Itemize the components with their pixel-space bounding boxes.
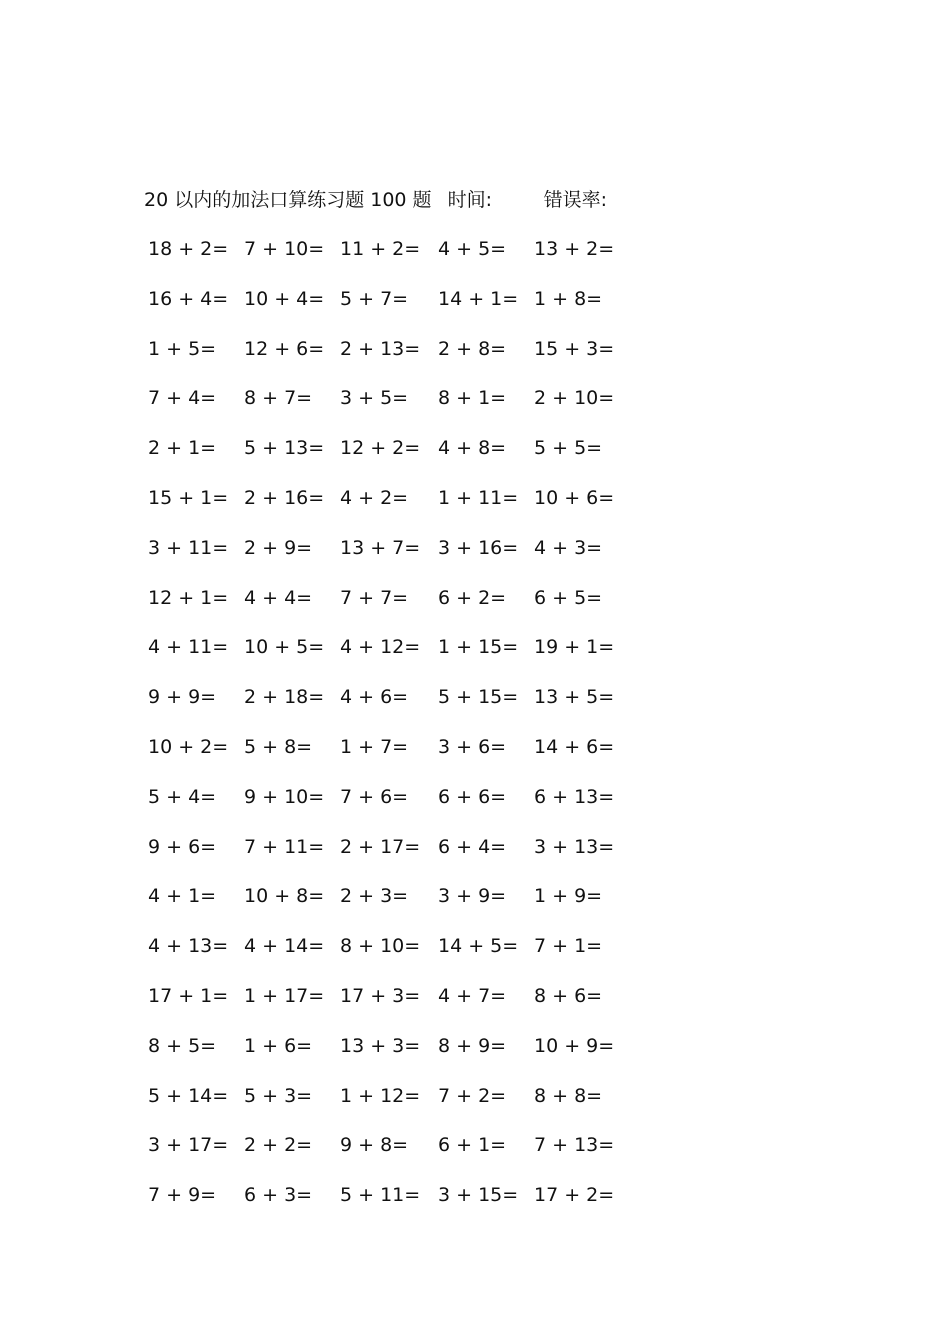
problem-row bbox=[144, 682, 644, 732]
problem-item: 2 + 13= bbox=[340, 337, 421, 360]
problem-item: 3 + 11= bbox=[148, 536, 229, 559]
problem-item: 12 + 1= bbox=[148, 586, 229, 609]
problem-item: 8 + 10= bbox=[340, 935, 421, 958]
problem-item: 12 + 2= bbox=[340, 437, 421, 460]
problem-row bbox=[144, 1180, 644, 1230]
problem-item: 4 + 12= bbox=[340, 636, 421, 659]
problem-row bbox=[144, 533, 644, 583]
problem-item: 5 + 11= bbox=[340, 1184, 421, 1207]
problem-item: 4 + 14= bbox=[244, 935, 325, 958]
problem-item: 7 + 4= bbox=[148, 387, 217, 410]
problem-item: 14 + 5= bbox=[438, 935, 519, 958]
problem-grid bbox=[144, 234, 644, 1230]
problem-item: 8 + 9= bbox=[438, 1034, 507, 1057]
problem-row bbox=[144, 1130, 644, 1180]
problem-row bbox=[144, 433, 644, 483]
problem-item: 2 + 1= bbox=[148, 437, 217, 460]
problem-item: 1 + 15= bbox=[438, 636, 519, 659]
problem-item: 10 + 4= bbox=[244, 287, 325, 310]
problem-item: 10 + 5= bbox=[244, 636, 325, 659]
time-label: 时间: bbox=[447, 189, 493, 211]
problem-item: 4 + 5= bbox=[438, 238, 507, 260]
problem-item: 3 + 9= bbox=[438, 885, 507, 908]
problem-row bbox=[144, 334, 644, 384]
problem-item: 5 + 14= bbox=[148, 1084, 229, 1107]
problem-item: 7 + 6= bbox=[340, 785, 409, 808]
problem-item: 10 + 8= bbox=[244, 885, 325, 908]
problem-item: 2 + 10= bbox=[534, 387, 615, 410]
problem-row bbox=[144, 931, 644, 981]
problem-item: 6 + 4= bbox=[438, 835, 507, 858]
problem-item: 8 + 6= bbox=[534, 984, 603, 1007]
problem-item: 9 + 9= bbox=[148, 686, 217, 709]
problem-item: 4 + 3= bbox=[534, 536, 603, 559]
problem-item: 10 + 6= bbox=[534, 486, 615, 509]
problem-item: 13 + 2= bbox=[534, 238, 615, 260]
problem-item: 6 + 6= bbox=[438, 785, 507, 808]
problem-item: 2 + 17= bbox=[340, 835, 421, 858]
problem-item: 5 + 15= bbox=[438, 686, 519, 709]
problem-row bbox=[144, 981, 644, 1031]
problem-item: 11 + 2= bbox=[340, 238, 421, 260]
problem-item: 13 + 3= bbox=[340, 1034, 421, 1057]
problem-item: 10 + 9= bbox=[534, 1034, 615, 1057]
problem-item: 1 + 8= bbox=[534, 287, 603, 310]
problem-row bbox=[144, 383, 644, 433]
problem-item: 1 + 7= bbox=[340, 735, 409, 758]
problem-row bbox=[144, 234, 644, 284]
problem-item: 4 + 13= bbox=[148, 935, 229, 958]
problem-item: 6 + 13= bbox=[534, 785, 615, 808]
problem-row bbox=[144, 782, 644, 832]
problem-item: 9 + 8= bbox=[340, 1134, 409, 1157]
problem-item: 7 + 1= bbox=[534, 935, 603, 958]
problem-item: 17 + 3= bbox=[340, 984, 421, 1007]
problem-item: 4 + 7= bbox=[438, 984, 507, 1007]
problem-item: 8 + 5= bbox=[148, 1034, 217, 1057]
problem-item: 2 + 9= bbox=[244, 536, 313, 559]
problem-item: 1 + 5= bbox=[148, 337, 217, 360]
problem-item: 9 + 10= bbox=[244, 785, 325, 808]
problem-item: 6 + 5= bbox=[534, 586, 603, 609]
problem-item: 14 + 6= bbox=[534, 735, 615, 758]
problem-item: 4 + 6= bbox=[340, 686, 409, 709]
problem-item: 3 + 17= bbox=[148, 1134, 229, 1157]
problem-item: 3 + 6= bbox=[438, 735, 507, 758]
problem-item: 7 + 2= bbox=[438, 1084, 507, 1107]
problem-item: 3 + 15= bbox=[438, 1184, 519, 1207]
problem-item: 4 + 11= bbox=[148, 636, 229, 659]
problem-item: 7 + 9= bbox=[148, 1184, 217, 1207]
problem-row bbox=[144, 483, 644, 533]
problem-item: 9 + 6= bbox=[148, 835, 217, 858]
problem-item: 5 + 8= bbox=[244, 735, 313, 758]
worksheet-header bbox=[144, 186, 607, 214]
problem-item: 1 + 12= bbox=[340, 1084, 421, 1107]
problem-item: 3 + 13= bbox=[534, 835, 615, 858]
problem-item: 4 + 4= bbox=[244, 586, 313, 609]
problem-item: 10 + 2= bbox=[148, 735, 229, 758]
problem-item: 3 + 5= bbox=[340, 387, 409, 410]
problem-item: 2 + 18= bbox=[244, 686, 325, 709]
problem-item: 5 + 5= bbox=[534, 437, 603, 460]
problem-item: 17 + 2= bbox=[534, 1184, 615, 1207]
problem-item: 8 + 1= bbox=[438, 387, 507, 410]
problem-item: 1 + 9= bbox=[534, 885, 603, 908]
problem-item: 17 + 1= bbox=[148, 984, 229, 1007]
problem-item: 6 + 1= bbox=[438, 1134, 507, 1157]
error-rate-label: 错误率: bbox=[543, 189, 608, 211]
problem-item: 5 + 13= bbox=[244, 437, 325, 460]
problem-row bbox=[144, 284, 644, 334]
problem-item: 13 + 5= bbox=[534, 686, 615, 709]
problem-row bbox=[144, 881, 644, 931]
problem-item: 16 + 4= bbox=[148, 287, 229, 310]
problem-item: 12 + 6= bbox=[244, 337, 325, 360]
problem-item: 19 + 1= bbox=[534, 636, 615, 659]
worksheet-title: 20 以内的加法口算练习题 100 题 bbox=[144, 189, 432, 211]
problem-item: 13 + 7= bbox=[340, 536, 421, 559]
problem-item: 2 + 16= bbox=[244, 486, 325, 509]
problem-item: 1 + 11= bbox=[438, 486, 519, 509]
problem-item: 8 + 7= bbox=[244, 387, 313, 410]
problem-row bbox=[144, 1081, 644, 1131]
problem-item: 1 + 6= bbox=[244, 1034, 313, 1057]
problem-item: 4 + 1= bbox=[148, 885, 217, 908]
problem-row bbox=[144, 632, 644, 682]
problem-item: 7 + 11= bbox=[244, 835, 325, 858]
problem-item: 7 + 7= bbox=[340, 586, 409, 609]
problem-item: 2 + 3= bbox=[340, 885, 409, 908]
problem-item: 3 + 16= bbox=[438, 536, 519, 559]
problem-row bbox=[144, 1031, 644, 1081]
problem-row bbox=[144, 583, 644, 633]
problem-item: 15 + 3= bbox=[534, 337, 615, 360]
problem-item: 15 + 1= bbox=[148, 486, 229, 509]
problem-item: 8 + 8= bbox=[534, 1084, 603, 1107]
problem-item: 6 + 2= bbox=[438, 586, 507, 609]
problem-item: 4 + 2= bbox=[340, 486, 409, 509]
problem-item: 5 + 4= bbox=[148, 785, 217, 808]
problem-item: 5 + 3= bbox=[244, 1084, 313, 1107]
problem-item: 6 + 3= bbox=[244, 1184, 313, 1207]
problem-item: 7 + 13= bbox=[534, 1134, 615, 1157]
problem-item: 1 + 17= bbox=[244, 984, 325, 1007]
problem-item: 14 + 1= bbox=[438, 287, 519, 310]
problem-item: 4 + 8= bbox=[438, 437, 507, 460]
problem-item: 7 + 10= bbox=[244, 238, 325, 260]
problem-row bbox=[144, 832, 644, 882]
problem-item: 2 + 2= bbox=[244, 1134, 313, 1157]
problem-item: 18 + 2= bbox=[148, 238, 229, 260]
problem-item: 5 + 7= bbox=[340, 287, 409, 310]
problem-row bbox=[144, 732, 644, 782]
problem-item: 2 + 8= bbox=[438, 337, 507, 360]
